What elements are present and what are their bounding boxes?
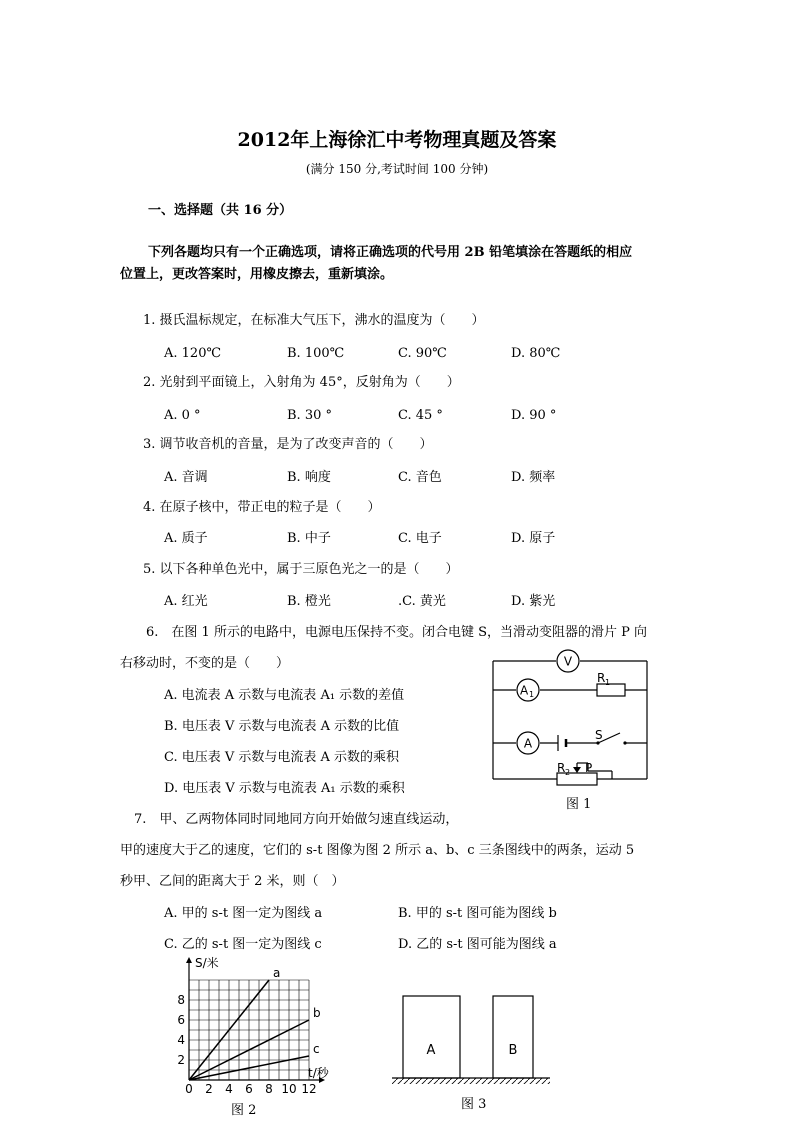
x-tick-label: 4 (225, 1082, 233, 1096)
x-tick-label: 0 (185, 1082, 193, 1096)
q1-option-d: D. 80℃ (511, 346, 561, 361)
x-tick-label: 10 (281, 1082, 297, 1096)
q5-stem: 5. 以下各种单色光中，属于三原色光之一的是（ ） (143, 562, 459, 577)
q2-option-c: C. 45 ° (398, 408, 443, 423)
q6-option-c: C. 电压表 V 示数与电流表 A 示数的乘积 (164, 750, 400, 765)
q1-stem: 1. 摄氏温标规定，在标准大气压下，沸水的温度为（ ） (143, 313, 485, 328)
instructions-line2: 位置上，更改答案时，用橡皮擦去，重新填涂。 (120, 267, 394, 282)
y-tick-label: 4 (177, 1033, 185, 1047)
q2-option-d: D. 90 ° (511, 408, 557, 423)
q3-option-d: D. 频率 (511, 470, 556, 485)
ammeter-a-label: A (523, 736, 533, 751)
switch-s-label: S (595, 728, 603, 742)
q5-option-c: .C. 黄光 (398, 594, 446, 609)
block-b (493, 996, 533, 1078)
q1-option-a: A. 120℃ (164, 346, 222, 361)
q7-stem-line2: 甲的速度大于乙的速度，它们的 s-t 图像为图 2 所示 a、b、c 三条图线中的两条，运动 5 (120, 843, 635, 858)
voltmeter-label: V (563, 654, 573, 669)
q4-option-d: D. 原子 (511, 531, 556, 546)
block-a (403, 996, 460, 1078)
q7-option-a: A. 甲的 s-t 图一定为图线 a (164, 906, 323, 921)
figure-3-caption: 图 3 (461, 1097, 487, 1112)
q6-stem-line1: 6. 在图 1 所示的电路中，电源电压保持不变。闭合电键 S，当滑动变阻器的滑片 P 向 (146, 625, 647, 640)
q1-option-c: C. 90℃ (398, 346, 447, 361)
slider-p-label: P (585, 761, 593, 775)
q4-option-a: A. 质子 (164, 531, 208, 546)
figure-3-blocks (390, 990, 552, 1085)
x-tick-label: 12 (301, 1082, 317, 1096)
q6-option-d: D. 电压表 V 示数与电流表 A₁ 示数的乘积 (164, 781, 405, 796)
series-label-a: a (273, 966, 281, 980)
resistor-r1-label: R (597, 671, 606, 685)
q3-option-b: B. 响度 (287, 470, 331, 485)
q6-option-a: A. 电流表 A 示数与电流表 A₁ 示数的差值 (164, 688, 405, 703)
q7-option-b: B. 甲的 s-t 图可能为图线 b (398, 906, 557, 921)
rheostat-r2-label: R (557, 761, 566, 775)
x-axis-label: t/秒 (308, 1066, 329, 1080)
page-subtitle: (满分 150 分,考试时间 100 分钟) (305, 162, 489, 176)
figure-2-st-chart (160, 955, 350, 1100)
y-tick-label: 6 (177, 1013, 185, 1027)
q5-option-b: B. 橙光 (287, 594, 331, 609)
page-title: 2012年上海徐汇中考物理真题及答案 (237, 129, 557, 151)
x-tick-label: 8 (265, 1082, 273, 1096)
y-tick-label: 8 (177, 993, 185, 1007)
q3-option-c: C. 音色 (398, 470, 442, 485)
q7-stem-line1: 7. 甲、乙两物体同时同地同方向开始做匀速直线运动， (134, 812, 459, 827)
ammeter-a1-label: A (520, 683, 529, 698)
q7-option-c: C. 乙的 s-t 图一定为图线 c (164, 937, 322, 952)
ammeter-a1-subscript: 1 (529, 690, 535, 699)
x-tick-label: 2 (205, 1082, 213, 1096)
q5-option-d: D. 紫光 (511, 594, 556, 609)
q7-stem-line3: 秒甲、乙间的距离大于 2 米，则（ ） (120, 874, 345, 889)
q6-stem-line2: 右移动时，不变的是（ ） (120, 656, 290, 671)
series-label-b: b (313, 1006, 321, 1020)
y-axis-arrow (186, 957, 192, 963)
q1-option-b: B. 100℃ (287, 346, 345, 361)
q3-stem: 3. 调节收音机的音量，是为了改变声音的（ ） (143, 437, 433, 452)
q6-option-b: B. 电压表 V 示数与电流表 A 示数的比值 (164, 719, 400, 734)
figure-1-caption: 图 1 (566, 797, 592, 812)
q5-option-a: A. 红光 (164, 594, 208, 609)
x-tick-label: 6 (245, 1082, 253, 1096)
figure-2-caption: 图 2 (231, 1103, 257, 1118)
block-b-label: B (508, 1043, 518, 1058)
q7-option-d: D. 乙的 s-t 图可能为图线 a (398, 937, 557, 952)
q3-option-a: A. 音调 (164, 470, 208, 485)
instructions-line1: 下列各题均只有一个正确选项，请将正确选项的代号用 2B 铅笔填涂在答题纸的相应 (148, 245, 633, 260)
block-a-label: A (426, 1043, 436, 1058)
resistor-r1-subscript: 1 (605, 678, 611, 687)
y-tick-label: 2 (177, 1053, 185, 1067)
series-label-c: c (313, 1042, 320, 1056)
q2-option-b: B. 30 ° (287, 408, 332, 423)
q4-stem: 4. 在原子核中，带正电的粒子是（ ） (143, 500, 381, 515)
q2-stem: 2. 光射到平面镜上，入射角为 45°，反射角为（ ） (143, 375, 460, 390)
q4-option-c: C. 电子 (398, 531, 442, 546)
q2-option-a: A. 0 ° (164, 408, 201, 423)
y-axis-label: S/米 (195, 956, 219, 970)
rheostat-r2-subscript: 2 (565, 768, 571, 777)
section-heading: 一、选择题（共 16 分） (148, 203, 293, 218)
q4-option-b: B. 中子 (287, 531, 331, 546)
